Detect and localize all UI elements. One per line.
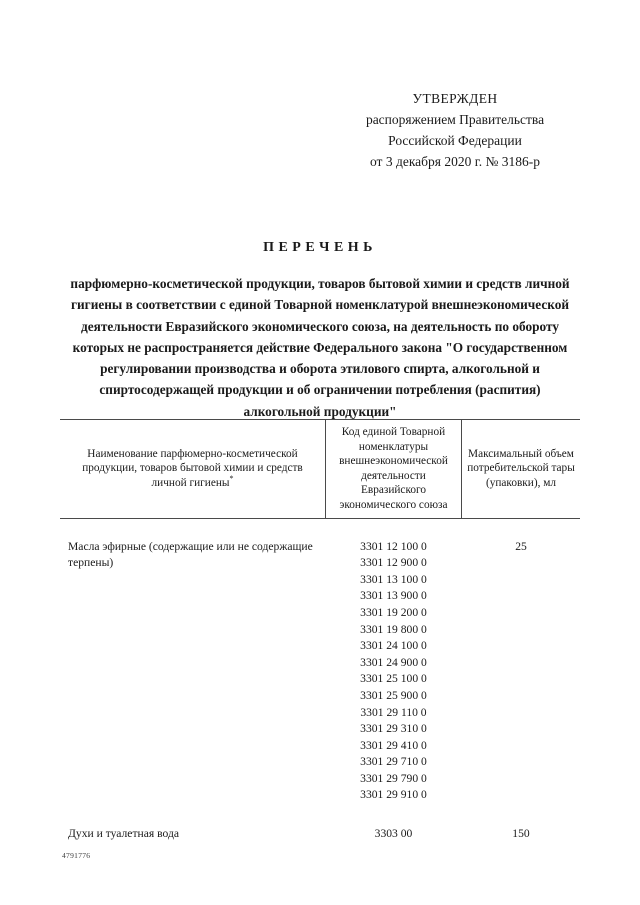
column-header-name-text: Наименование парфюмерно-косметической продукции, товаров бытовой химии и средств личной гигиены bbox=[82, 447, 303, 490]
code-item: 3301 19 200 0 bbox=[360, 605, 427, 619]
approval-line-3: Российской Федерации bbox=[388, 133, 522, 148]
table-header-row bbox=[60, 419, 580, 519]
cell-product-codes bbox=[325, 539, 462, 805]
approval-block bbox=[330, 88, 580, 172]
cell-max-volume: 25 bbox=[515, 539, 527, 553]
code-item: 3301 24 900 0 bbox=[360, 655, 427, 669]
table-row bbox=[60, 804, 580, 843]
code-item: 3301 25 100 0 bbox=[360, 672, 427, 686]
code-item: 3301 12 900 0 bbox=[360, 556, 427, 570]
code-item: 3301 12 100 0 bbox=[360, 539, 427, 553]
document-id-stamp: 4791776 bbox=[62, 851, 91, 860]
column-header-volume: Максимальный объем потребительской тары (упаковки), мл bbox=[467, 447, 575, 490]
code-item: 3301 24 100 0 bbox=[360, 639, 427, 653]
code-item: 3301 29 910 0 bbox=[360, 788, 427, 802]
code-item: 3301 25 900 0 bbox=[360, 688, 427, 702]
code-list bbox=[325, 826, 462, 843]
code-list bbox=[325, 539, 462, 805]
cell-product-codes bbox=[325, 826, 462, 843]
cell-max-volume: 150 bbox=[512, 827, 530, 841]
column-header-code: Код единой Товарной номенклатуры внешнеэкономической деятельности Евразийского экономического союза bbox=[325, 420, 462, 518]
code-item: 3301 19 800 0 bbox=[360, 622, 427, 636]
page-title: ПЕРЕЧЕНЬ bbox=[263, 240, 377, 255]
code-item: 3301 29 710 0 bbox=[360, 755, 427, 769]
code-item: 3301 29 410 0 bbox=[360, 738, 427, 752]
code-item: 3301 13 900 0 bbox=[360, 589, 427, 603]
title-block bbox=[60, 240, 580, 422]
code-item: 3301 29 790 0 bbox=[360, 771, 427, 785]
table-row bbox=[60, 519, 580, 805]
column-header-name bbox=[60, 420, 325, 518]
approval-line-2: распоряжением Правительства bbox=[365, 112, 545, 127]
code-item: 3301 29 310 0 bbox=[360, 722, 427, 736]
code-item: 3301 29 110 0 bbox=[360, 705, 427, 719]
code-item: 3303 00 bbox=[374, 827, 413, 841]
document-subject: парфюмерно-косметической продукции, товаров бытовой химии и средств личной гигиены в соответствии с единой Товарной номенклатурой внешнеэкономической деятельности Евразийского экономического союза, на деятельность по обороту которых не распространяется действие Федерального закона "О государственном регулировании производства и оборота этилового спирта, алкогольной и спиртосодержащей продукции и об ограничении потребления (распития) алкогольной продукции" bbox=[70, 276, 570, 419]
code-item: 3301 13 100 0 bbox=[360, 572, 427, 586]
footnote-marker: * bbox=[229, 474, 234, 484]
cell-product-name: Духи и туалетная вода bbox=[68, 827, 179, 841]
table-body bbox=[60, 519, 580, 843]
products-table bbox=[60, 419, 580, 843]
approval-line-4: от 3 декабря 2020 г. № 3186-р bbox=[369, 154, 541, 169]
cell-product-name: Масла эфирные (содержащие или не содержащие терпены) bbox=[68, 539, 313, 570]
approval-line-1: УТВЕРЖДЕН bbox=[412, 91, 498, 106]
